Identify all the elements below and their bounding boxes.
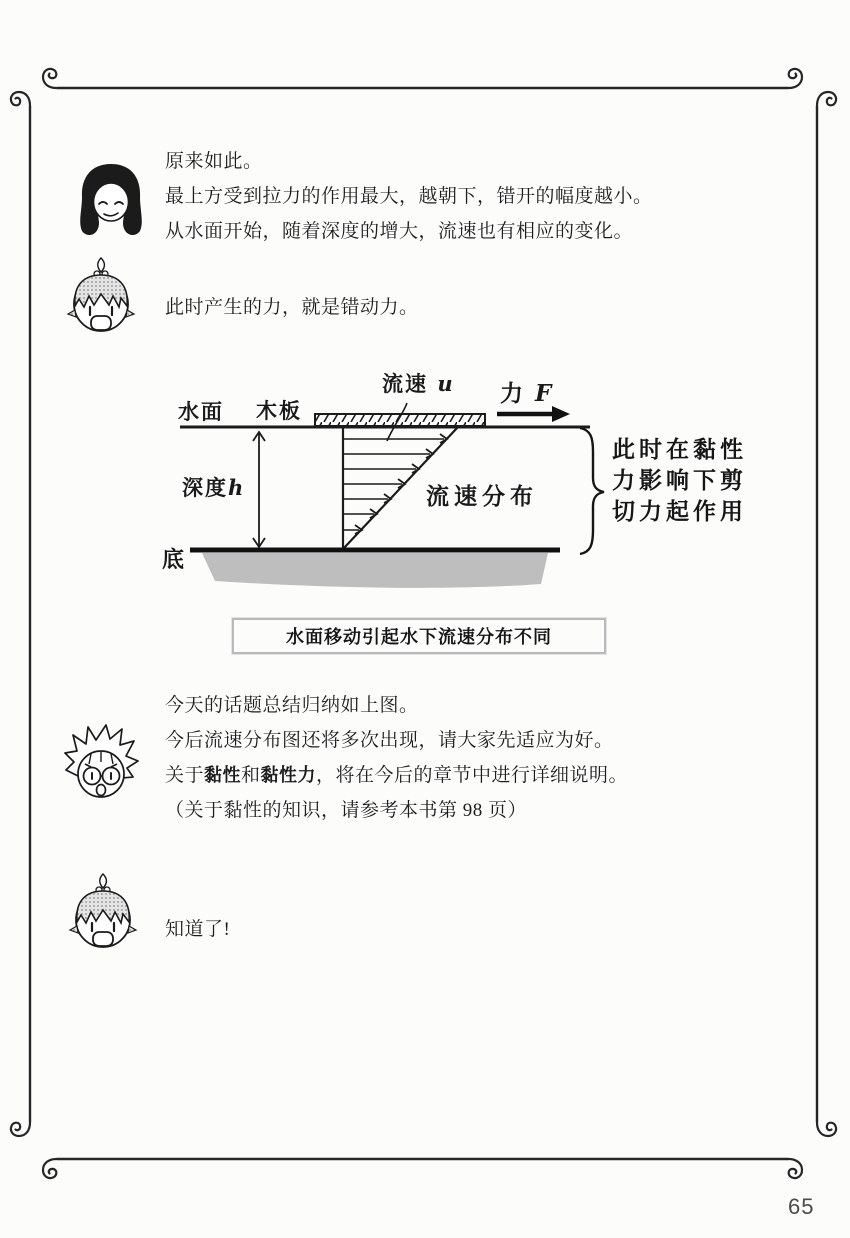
riverbed-shading bbox=[202, 553, 548, 588]
brace-note: 此时在黏性 力影响下剪 切力起作用 bbox=[612, 437, 747, 525]
dialogue-block-second bbox=[165, 290, 419, 325]
force-symbol: F bbox=[535, 380, 554, 407]
dialogue-block-third bbox=[165, 688, 628, 828]
velocity-label: 流速 u bbox=[382, 371, 455, 396]
dialogue-block-last bbox=[165, 912, 230, 947]
dialogue-line: 今后流速分布图还将多次出现，请大家先适应为好。 bbox=[165, 730, 614, 751]
bottom-label: 底 bbox=[162, 547, 187, 572]
brace bbox=[580, 428, 604, 554]
dialogue-line: 关于黏性和黏性力，将在今后的章节中进行详细说明。 bbox=[165, 765, 629, 786]
character-kid-avatar-2 bbox=[68, 872, 138, 954]
dialogue-block-top bbox=[165, 144, 653, 249]
dialogue-line: 知道了! bbox=[165, 919, 231, 940]
bold-term-viscous-force: 黏性力 bbox=[260, 765, 317, 785]
kid-face-icon bbox=[68, 872, 138, 954]
character-kid-avatar bbox=[66, 256, 136, 338]
velocity-diagram bbox=[160, 362, 765, 607]
water-surface-label: 水面 bbox=[178, 401, 224, 424]
dialogue-line: 原来如此。 bbox=[165, 151, 263, 172]
depth-symbol: h bbox=[228, 475, 246, 500]
boy-face-icon bbox=[60, 720, 142, 808]
page-number: 65 bbox=[788, 1194, 815, 1219]
force-arrow bbox=[497, 406, 570, 422]
dialogue-line: 最上方受到拉力的作用最大，越朝下，错开的幅度越小。 bbox=[165, 186, 653, 207]
bold-term-viscosity: 黏性 bbox=[204, 765, 242, 785]
kid-face-icon bbox=[66, 256, 136, 338]
dialogue-line: 此时产生的力，就是错动力。 bbox=[165, 297, 419, 318]
diagram-caption: 水面移动引起水下流速分布不同 bbox=[286, 627, 552, 647]
depth-label: 深度h bbox=[182, 475, 246, 500]
distribution-label: 流速分布 bbox=[426, 484, 538, 510]
dialogue-line: 今天的话题总结归纳如上图。 bbox=[165, 695, 419, 716]
depth-arrow bbox=[253, 432, 265, 547]
diagram-caption-box bbox=[232, 618, 606, 654]
dialogue-line: 从水面开始，随着深度的增大，流速也有相应的变化。 bbox=[165, 221, 634, 242]
character-boy-avatar bbox=[60, 720, 142, 808]
board-label: 木板 bbox=[256, 400, 302, 423]
woman-face-icon bbox=[72, 160, 150, 250]
force-label: 力 F bbox=[500, 380, 554, 407]
dialogue-line: （关于黏性的知识，请参考本书第 98 页） bbox=[165, 800, 528, 821]
character-woman-avatar bbox=[72, 160, 150, 250]
velocity-symbol: u bbox=[437, 371, 455, 396]
